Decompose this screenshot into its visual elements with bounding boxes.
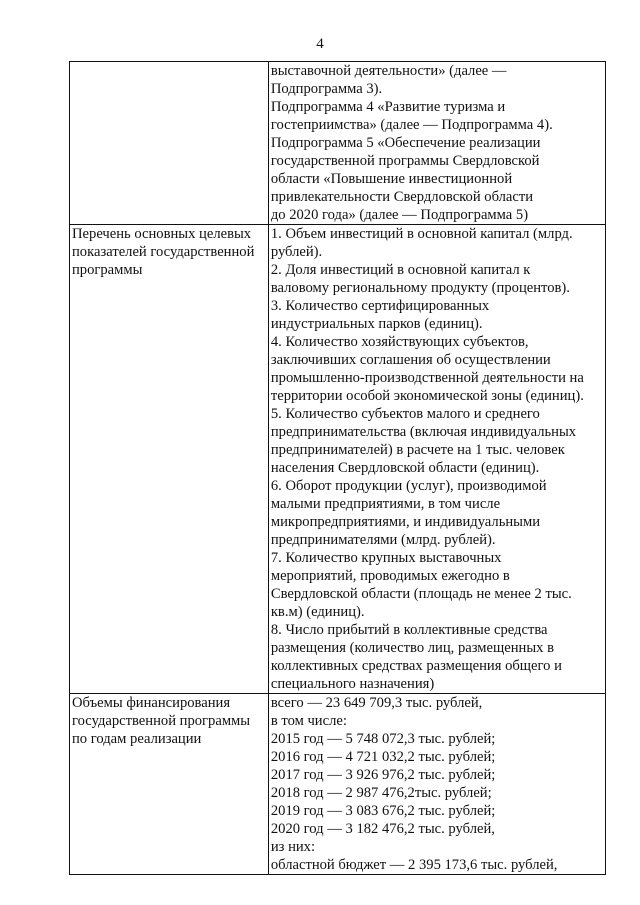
content-line: 3. Количество сертифицированных	[270, 298, 490, 314]
label-line: Перечень основных целевых	[72, 226, 252, 242]
label-line: Объемы финансирования	[72, 695, 231, 711]
content-line: 5. Количество субъектов малого и среднего	[270, 406, 540, 422]
row-content-cell	[268, 225, 605, 694]
content-line: предпринимателей) в расчете на 1 тыс. человек	[270, 442, 565, 458]
content-line: 6. Оборот продукции (услуг), производимой	[270, 478, 547, 494]
content-line: промышленно-производственной деятельности на	[270, 370, 584, 386]
content-line: размещения (количество лиц, размещенных в	[270, 640, 554, 656]
row-content-cell	[268, 62, 605, 225]
content-line: привлекательности Свердловской области	[270, 189, 534, 205]
table-row	[70, 694, 606, 875]
label-line: показателей государственной	[72, 244, 255, 260]
content-line: гостеприимства» (далее — Подпрограмма 4).	[270, 117, 553, 133]
content-line: кв.м) (единиц).	[270, 604, 365, 620]
content-line: Свердловской области (площадь не менее 2 тыс.	[270, 586, 572, 602]
content-line: области «Повышение инвестиционной	[270, 171, 513, 187]
content-line: из них:	[270, 839, 316, 855]
content-line: предпринимательства (включая индивидуальных	[270, 424, 577, 440]
content-line: 2017 год — 3 926 976,2 тыс. рублей;	[270, 767, 496, 783]
row-label-cell	[70, 225, 269, 694]
content-line: 4. Количество хозяйствующих субъектов,	[270, 334, 529, 350]
label-line: по годам реализации	[72, 731, 202, 747]
content-line: 2. Доля инвестиций в основной капитал к	[270, 262, 531, 278]
content-line: Подпрограмма 3).	[270, 81, 383, 97]
table-row	[70, 225, 606, 694]
page-number: 4	[316, 36, 324, 52]
content-line: Подпрограмма 4 «Развитие туризма и	[270, 99, 506, 115]
content-line: 2019 год — 3 083 676,2 тыс. рублей;	[270, 803, 496, 819]
content-line: территории особой экономической зоны (единиц).	[270, 388, 584, 404]
content-line: населения Свердловской области (единиц).	[270, 460, 540, 476]
content-line: валовому региональному продукту (процентов).	[270, 280, 570, 296]
row-label-cell	[70, 694, 269, 875]
content-line: малыми предприятиями, в том числе	[270, 496, 501, 512]
content-line: 2016 год — 4 721 032,2 тыс. рублей;	[270, 749, 496, 765]
content-line: коллективных средствах размещения общего и	[270, 658, 562, 674]
table-row	[70, 62, 606, 225]
content-line: до 2020 года» (далее — Подпрограмма 5)	[270, 207, 529, 223]
content-line: микропредприятиями, и индивидуальными	[270, 514, 541, 530]
content-line: 2015 год — 5 748 072,3 тыс. рублей;	[270, 731, 496, 747]
content-line: предпринимателями (млрд. рублей).	[270, 532, 496, 548]
label-line: программы	[72, 262, 143, 278]
row-content-cell	[268, 694, 605, 875]
content-line: заключивших соглашения об осуществлении	[270, 352, 551, 368]
content-line: в том числе:	[270, 713, 347, 729]
content-line: 7. Количество крупных выставочных	[270, 550, 502, 566]
label-line: государственной программы	[72, 713, 251, 729]
content-line: всего — 23 649 709,3 тыс. рублей,	[270, 695, 483, 711]
content-line: специального назначения)	[270, 676, 435, 692]
program-passport-table	[69, 61, 606, 875]
content-line: 1. Объем инвестиций в основной капитал (млрд.	[270, 226, 573, 242]
content-line: выставочной деятельности» (далее —	[270, 63, 507, 79]
content-line: мероприятий, проводимых ежегодно в	[270, 568, 510, 584]
content-line: государственной программы Свердловской	[270, 153, 540, 169]
content-line: индустриальных парков (единиц).	[270, 316, 483, 332]
content-line: Подпрограмма 5 «Обеспечение реализации	[270, 135, 541, 151]
row-label-cell	[70, 62, 269, 225]
content-line: областной бюджет — 2 395 173,6 тыс. рублей,	[270, 857, 558, 873]
content-line: 2020 год — 3 182 476,2 тыс. рублей,	[270, 821, 495, 837]
content-line: рублей).	[270, 244, 323, 260]
content-line: 8. Число прибытий в коллективные средства	[270, 622, 548, 638]
content-line: 2018 год — 2 987 476,2тыс. рублей;	[270, 785, 492, 801]
